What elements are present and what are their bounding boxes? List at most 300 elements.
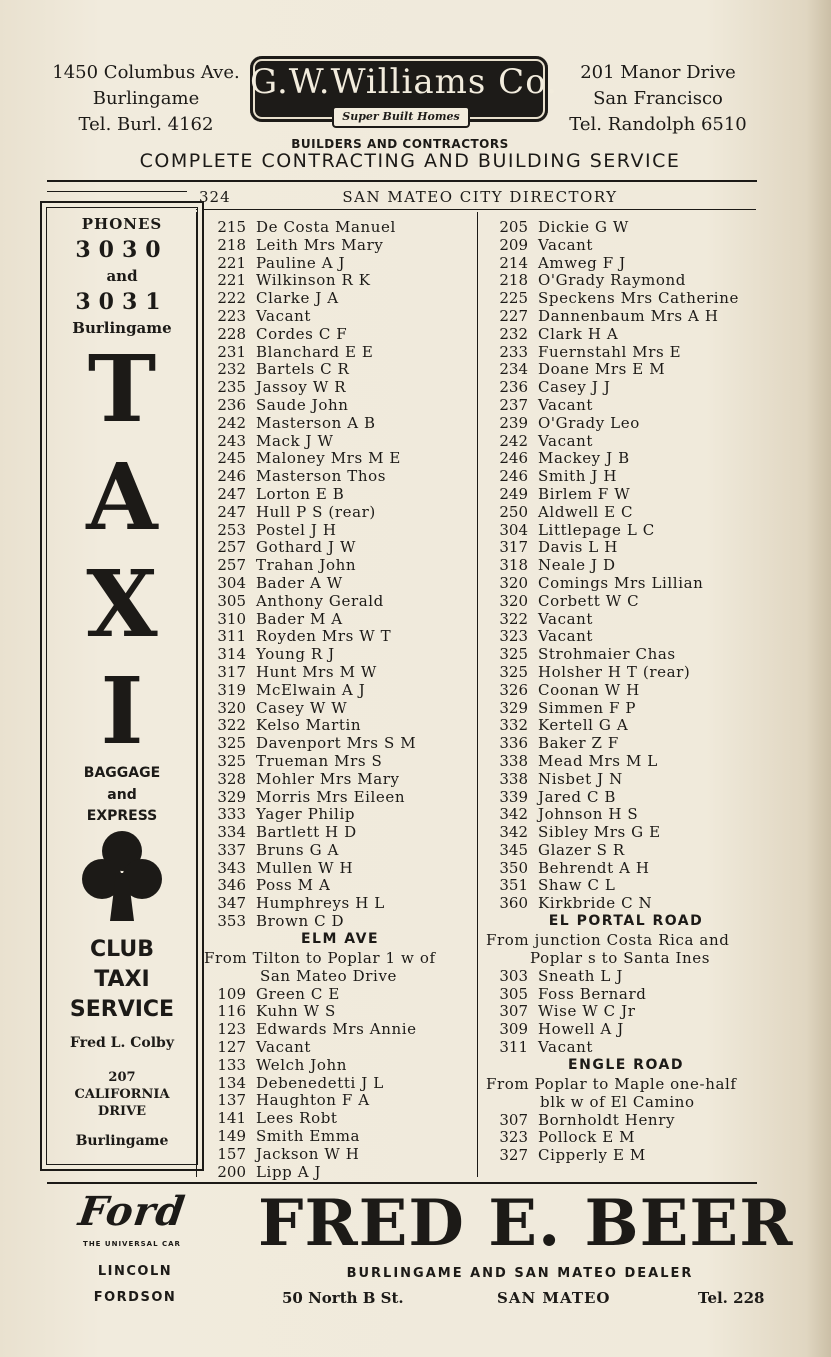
directory-entry (486, 664, 766, 682)
directory-entry (204, 504, 476, 522)
directory-entry (486, 379, 766, 397)
house-number: 325 (217, 751, 246, 770)
resident-name: Masterson A B (256, 413, 376, 432)
directory-entry (204, 986, 476, 1004)
resident-name: Bartlett H D (256, 823, 357, 842)
house-number: 307 (499, 1110, 528, 1129)
house-number: 334 (217, 823, 246, 842)
resident-name: Davenport Mrs S M (256, 734, 417, 753)
directory-entry (486, 1003, 766, 1021)
house-number: 319 (217, 680, 246, 699)
directory-entry (486, 1147, 766, 1165)
directory-entry (486, 397, 766, 415)
street-heading: ELM AVE (300, 930, 380, 947)
resident-name: Simmen F P (538, 698, 637, 717)
house-number: 338 (499, 751, 528, 770)
column-rule (196, 212, 197, 1177)
directory-entry (486, 433, 766, 451)
header-left-line: 1450 Columbus Ave. (52, 62, 240, 83)
house-number: 127 (217, 1038, 246, 1057)
directory-entry (204, 397, 476, 415)
header-left-line: Burlingame (92, 88, 200, 109)
resident-name: Hull P S (rear) (256, 502, 376, 521)
directory-entry (486, 968, 766, 986)
directory-entry (204, 522, 476, 540)
express-label: EXPRESS (86, 808, 158, 824)
resident-name: Wilkinson R K (256, 271, 371, 290)
ford-logo: Ford (75, 1188, 189, 1235)
directory-entry (204, 895, 476, 913)
house-number: 234 (499, 360, 528, 379)
address-line: 207 (108, 1070, 136, 1085)
lincoln-label: LINCOLN (97, 1264, 173, 1279)
house-number: 221 (217, 253, 246, 272)
entry-list (486, 968, 766, 1057)
resident-name: Neale J D (538, 556, 616, 575)
resident-name: Poss M A (256, 876, 331, 895)
directory-entry (486, 895, 766, 913)
directory-entry (204, 789, 476, 807)
taxi-letter: I (100, 657, 144, 765)
taxi-ad (40, 201, 204, 1171)
head-rule-left (47, 191, 187, 192)
house-number: 329 (217, 787, 246, 806)
directory-entry (486, 539, 766, 557)
directory-entry (204, 219, 476, 237)
resident-name: Fuernstahl Mrs E (538, 342, 682, 361)
baggage-label: BAGGAGE (83, 765, 161, 781)
resident-name: Mackey J B (538, 449, 630, 468)
house-number: 338 (499, 769, 528, 788)
street-description (486, 1075, 766, 1112)
resident-name: Smith Emma (256, 1127, 361, 1146)
house-number: 231 (217, 342, 246, 361)
resident-name: Birlem F W (538, 484, 631, 503)
directory-entry (204, 255, 476, 273)
resident-name: Morris Mrs Eileen (256, 787, 406, 806)
address-line: CALIFORNIA (74, 1087, 170, 1102)
resident-name: Clarke J A (256, 289, 339, 308)
directory-entry (204, 1057, 476, 1075)
directory-entry (204, 842, 476, 860)
directory-entry (486, 219, 766, 237)
house-number: 247 (217, 502, 246, 521)
house-number: 205 (499, 218, 528, 236)
resident-name: Bornholdt Henry (538, 1110, 676, 1129)
header-left-address (40, 60, 252, 138)
resident-name: Kelso Martin (256, 716, 362, 735)
directory-entry (486, 646, 766, 664)
resident-name: Jackson W H (256, 1144, 360, 1163)
phones-label: PHONES (81, 215, 163, 233)
resident-name: Pauline A J (256, 253, 346, 272)
house-number: 310 (217, 609, 246, 628)
description-line: San Mateo Drive (260, 967, 397, 986)
resident-name: Royden Mrs W T (256, 627, 392, 646)
house-number: 325 (499, 662, 528, 681)
house-number: 342 (499, 805, 528, 824)
house-number: 157 (217, 1144, 246, 1163)
house-number: 309 (499, 1020, 528, 1039)
house-number: 303 (499, 966, 528, 985)
column-rule (477, 212, 478, 1177)
directory-entry (204, 771, 476, 789)
directory-entry (486, 789, 766, 807)
williams-logo (250, 56, 558, 123)
directory-entry (486, 237, 766, 255)
house-number: 134 (217, 1073, 246, 1092)
resident-name: Postel J H (256, 520, 337, 539)
city-label: Burlingame (75, 1133, 169, 1149)
directory-entry (204, 290, 476, 308)
house-number: 242 (499, 431, 528, 450)
dealer-city: SAN MATEO (497, 1289, 611, 1307)
house-number: 320 (499, 573, 528, 592)
resident-name: Cordes C F (256, 324, 348, 343)
header-right-line: San Francisco (593, 88, 723, 109)
entry-list (486, 219, 766, 913)
resident-name: Smith J H (538, 467, 618, 486)
resident-name: Bader M A (256, 609, 343, 628)
club-taxi-line: CLUB (89, 937, 154, 962)
resident-name: Dannenbaum Mrs A H (538, 306, 719, 325)
street-heading: ENGLE ROAD (568, 1056, 684, 1073)
directory-entry (204, 344, 476, 362)
directory-entry (204, 433, 476, 451)
directory-entry (486, 1039, 766, 1057)
directory-entry (204, 593, 476, 611)
directory-entry (204, 735, 476, 753)
house-number: 236 (217, 395, 246, 414)
directory-entry (486, 717, 766, 735)
resident-name: Lees Robt (256, 1109, 338, 1128)
house-number: 246 (217, 467, 246, 486)
directory-entry (204, 1146, 476, 1164)
directory-entry (486, 557, 766, 575)
house-number: 323 (499, 1128, 528, 1147)
house-number: 320 (499, 591, 528, 610)
resident-name: Kuhn W S (256, 1002, 336, 1021)
directory-entry (204, 753, 476, 771)
resident-name: Mead Mrs M L (538, 751, 658, 770)
resident-name: Hunt Mrs M W (256, 662, 377, 681)
house-number: 200 (217, 1162, 246, 1181)
directory-entry (486, 824, 766, 842)
description-line: From Poplar to Maple one-half (486, 1074, 737, 1093)
resident-name: Vacant (538, 1038, 594, 1057)
directory-entry (204, 1021, 476, 1039)
entry-list (204, 219, 476, 931)
house-number: 339 (499, 787, 528, 806)
directory-entry (486, 1129, 766, 1147)
description-line: Poplar s to Santa Ines (530, 949, 711, 968)
resident-name: Foss Bernard (538, 984, 647, 1003)
house-number: 214 (499, 253, 528, 272)
resident-name: Holsher H T (rear) (538, 662, 691, 681)
directory-entry (204, 486, 476, 504)
resident-name: Shaw C L (538, 876, 616, 895)
house-number: 351 (499, 876, 528, 895)
house-number: 320 (217, 698, 246, 717)
entry-list (486, 1112, 766, 1165)
directory-entry (486, 290, 766, 308)
street-description (486, 931, 766, 968)
house-number: 141 (217, 1109, 246, 1128)
house-number: 221 (217, 271, 246, 290)
house-number: 345 (499, 840, 528, 859)
directory-entry (486, 308, 766, 326)
directory-entry (486, 860, 766, 878)
house-number: 253 (217, 520, 246, 539)
house-number: 257 (217, 556, 246, 575)
logo-tagline: Super Built Homes (332, 106, 470, 128)
fordson-label: FORDSON (93, 1290, 177, 1305)
resident-name: Kirkbride C N (538, 894, 653, 913)
resident-name: Clark H A (538, 324, 619, 343)
directory-entry (204, 575, 476, 593)
resident-name: Jassoy W R (256, 378, 347, 397)
resident-name: Humphreys H L (256, 894, 385, 913)
directory-entry (486, 504, 766, 522)
street-description (204, 949, 476, 986)
house-number: 350 (499, 858, 528, 877)
directory-entry (204, 557, 476, 575)
resident-name: Kertell G A (538, 716, 629, 735)
directory-entry (204, 628, 476, 646)
house-number: 133 (217, 1055, 246, 1074)
house-number: 346 (217, 876, 246, 895)
house-number: 329 (499, 698, 528, 717)
description-line: From Tilton to Poplar 1 w of (204, 948, 436, 967)
directory-entry (486, 682, 766, 700)
house-number: 116 (217, 1002, 246, 1021)
taxi-letter: T (87, 335, 157, 443)
dealer-telephone: Tel. 228 (698, 1289, 765, 1307)
resident-name: Casey W W (256, 698, 348, 717)
directory-entry (486, 468, 766, 486)
directory-entry (204, 717, 476, 735)
directory-column-left (204, 219, 476, 1181)
house-number: 333 (217, 805, 246, 824)
house-number: 304 (499, 520, 528, 539)
directory-entry (486, 628, 766, 646)
taxi-letter: A (86, 443, 158, 551)
builders-line: BUILDERS AND CONTRACTORS (291, 137, 509, 151)
directory-entry (486, 1021, 766, 1039)
header-left-line: Tel. Burl. 4162 (78, 114, 214, 135)
directory-entry (204, 468, 476, 486)
directory-entry (204, 308, 476, 326)
resident-name: Blanchard E E (256, 342, 374, 361)
resident-name: Davis L H (538, 538, 618, 557)
house-number: 328 (217, 769, 246, 788)
resident-name: Mohler Mrs Mary (256, 769, 400, 788)
directory-entry (204, 379, 476, 397)
resident-name: Baker Z F (538, 734, 619, 753)
house-number: 227 (499, 306, 528, 325)
house-number: 232 (499, 324, 528, 343)
resident-name: O'Grady Leo (538, 413, 640, 432)
resident-name: Green C E (256, 984, 340, 1003)
house-number: 307 (499, 1002, 528, 1021)
directory-entry (204, 1003, 476, 1021)
house-number: 317 (499, 538, 528, 557)
resident-name: Sibley Mrs G E (538, 823, 661, 842)
directory-entry (486, 344, 766, 362)
directory-entry (204, 326, 476, 344)
header-right-address (553, 60, 763, 138)
resident-name: Haughton F A (256, 1091, 370, 1110)
directory-entry (486, 877, 766, 895)
house-number: 218 (499, 271, 528, 290)
house-number: 209 (499, 235, 528, 254)
resident-name: Bader A W (256, 573, 343, 592)
resident-name: Young R J (256, 645, 335, 664)
directory-entry (486, 415, 766, 433)
directory-entry (204, 539, 476, 557)
resident-name: Vacant (538, 235, 594, 254)
resident-name: Casey J J (538, 378, 611, 397)
house-number: 245 (217, 449, 246, 468)
directory-entry (204, 682, 476, 700)
house-number: 237 (499, 395, 528, 414)
directory-entry (204, 646, 476, 664)
resident-name: Glazer S R (538, 840, 625, 859)
resident-name: Trueman Mrs S (256, 751, 383, 770)
house-number: 311 (217, 627, 246, 646)
directory-entry (204, 361, 476, 379)
house-number: 247 (217, 484, 246, 503)
resident-name: Trahan John (256, 556, 357, 575)
resident-name: Corbett W C (538, 591, 640, 610)
directory-entry (486, 771, 766, 789)
directory-entry (486, 735, 766, 753)
house-number: 337 (217, 840, 246, 859)
house-number: 257 (217, 538, 246, 557)
house-number: 109 (217, 984, 246, 1003)
directory-entry (486, 986, 766, 1004)
and-label: and (107, 787, 137, 803)
house-number: 343 (217, 858, 246, 877)
resident-name: Johnson H S (538, 805, 639, 824)
directory-entry (204, 415, 476, 433)
address-line: DRIVE (97, 1104, 147, 1119)
resident-name: Anthony Gerald (256, 591, 384, 610)
phone-number: 3031 (75, 289, 169, 315)
resident-name: O'Grady Raymond (538, 271, 686, 290)
directory-entry (486, 486, 766, 504)
house-number: 228 (217, 324, 246, 343)
house-number: 318 (499, 556, 528, 575)
house-number: 322 (217, 716, 246, 735)
directory-entry (486, 611, 766, 629)
description-line: From junction Costa Rica and (486, 930, 730, 949)
directory-entry (486, 593, 766, 611)
house-number: 314 (217, 645, 246, 664)
house-number: 235 (217, 378, 246, 397)
house-number: 123 (217, 1020, 246, 1039)
directory-entry (486, 700, 766, 718)
house-number: 332 (499, 716, 528, 735)
directory-entry (204, 1039, 476, 1057)
directory-entry (486, 361, 766, 379)
city-label: Burlingame (72, 319, 172, 337)
directory-entry (486, 272, 766, 290)
club-icon (42, 825, 202, 923)
resident-name: Nisbet J N (538, 769, 623, 788)
taxi-letter: X (86, 550, 158, 658)
directory-entry (204, 1110, 476, 1128)
resident-name: Vacant (256, 1038, 312, 1057)
directory-entry (204, 1164, 476, 1182)
house-number: 233 (499, 342, 528, 361)
phone-number: 3030 (75, 237, 169, 263)
header-right-line: Tel. Randolph 6510 (569, 114, 747, 135)
resident-name: Leith Mrs Mary (256, 235, 384, 254)
resident-name: Maloney Mrs M E (256, 449, 401, 468)
resident-name: Vacant (538, 627, 594, 646)
house-number: 305 (217, 591, 246, 610)
house-number: 232 (217, 360, 246, 379)
resident-name: Saude John (256, 395, 349, 414)
house-number: 347 (217, 894, 246, 913)
directory-entry (204, 664, 476, 682)
resident-name: Masterson Thos (256, 467, 387, 486)
house-number: 360 (499, 894, 528, 913)
resident-name: Jared C B (538, 787, 617, 806)
directory-entry (204, 237, 476, 255)
resident-name: Bartels C R (256, 360, 350, 379)
resident-name: De Costa Manuel (256, 218, 396, 236)
house-number: 353 (217, 912, 246, 931)
directory-entry (486, 1112, 766, 1130)
house-number: 236 (499, 378, 528, 397)
resident-name: Howell A J (538, 1020, 624, 1039)
house-number: 342 (499, 823, 528, 842)
resident-name: Welch John (256, 1055, 348, 1074)
house-number: 225 (499, 289, 528, 308)
resident-name: Coonan W H (538, 680, 640, 699)
house-number: 222 (217, 289, 246, 308)
house-number: 223 (217, 306, 246, 325)
logo-name: G.W.Williams Co. (250, 62, 558, 102)
house-number: 149 (217, 1127, 246, 1146)
resident-name: Vacant (538, 609, 594, 628)
house-number: 246 (499, 467, 528, 486)
directory-entry (204, 913, 476, 931)
directory-entry (486, 450, 766, 468)
owner-name: Fred L. Colby (70, 1035, 174, 1051)
footer-rule (47, 1182, 757, 1184)
house-number: 250 (499, 502, 528, 521)
resident-name: Gothard J W (256, 538, 356, 557)
resident-name: Bruns G A (256, 840, 339, 859)
house-number: 336 (499, 734, 528, 753)
directory-entry (204, 272, 476, 290)
resident-name: McElwain A J (256, 680, 366, 699)
directory-column-right (486, 219, 766, 1165)
resident-name: Dickie G W (538, 218, 629, 236)
resident-name: Lipp A J (256, 1162, 322, 1181)
directory-entry (204, 611, 476, 629)
description-line: blk w of El Camino (540, 1093, 695, 1112)
directory-entry (204, 450, 476, 468)
directory-entry (486, 326, 766, 344)
and-label: and (106, 267, 138, 285)
resident-name: Brown C D (256, 912, 345, 931)
resident-name: Vacant (538, 395, 594, 414)
directory-entry (204, 1075, 476, 1093)
